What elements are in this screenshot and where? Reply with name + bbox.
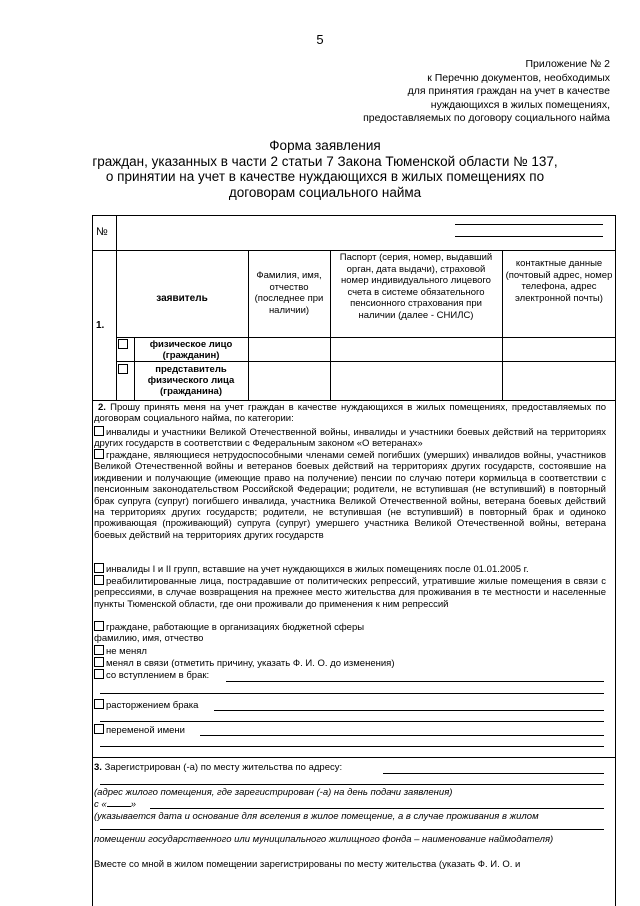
category-1	[94, 426, 606, 450]
basis-input-line[interactable]	[100, 829, 604, 830]
divider	[116, 215, 117, 400]
since-mid: »	[130, 799, 136, 810]
checkbox-category-2[interactable]	[94, 449, 104, 459]
checkbox-divorce[interactable]	[94, 699, 104, 709]
section3-registration	[94, 762, 606, 773]
divorce-input-line[interactable]	[214, 710, 604, 711]
option-not-changed-text: не менял	[106, 646, 147, 657]
checkbox-marriage[interactable]	[94, 669, 104, 679]
marriage-input-line[interactable]	[226, 681, 604, 682]
divider	[116, 337, 616, 338]
checkbox-representative[interactable]	[118, 364, 128, 374]
category-5-text: граждане, работающие в организациях бюджетной сферы	[106, 622, 365, 633]
co-residents-text: Вместе со мной в жилом помещении зарегистрированы по месту жительства (указать Ф. И. О. и	[94, 859, 521, 870]
name-change-input-line[interactable]	[100, 746, 604, 747]
checkbox-category-5[interactable]	[94, 621, 104, 631]
annex-line: предоставляемых по договору социального найма	[363, 112, 610, 124]
option-divorce-text: расторжением брака	[106, 700, 199, 711]
category-4	[94, 575, 606, 610]
col-contacts-header: контактные данные (почтовый адрес, номер телефона, адрес электронной почты)	[505, 258, 613, 304]
annex-line: Приложение № 2	[525, 58, 610, 70]
category-3	[94, 563, 606, 575]
annex-line: для принятия граждан на учет в качестве	[407, 85, 610, 97]
annex-line: к Перечню документов, необходимых	[427, 71, 610, 84]
divider	[248, 250, 249, 400]
divider	[502, 250, 503, 400]
option-changed	[94, 657, 606, 669]
divider	[92, 757, 616, 758]
address-input-line[interactable]	[383, 773, 604, 774]
col-fio-header: Фамилия, имя, отчество (последнее при наличии)	[254, 270, 324, 316]
since-day-input[interactable]	[107, 798, 131, 807]
divider	[92, 250, 616, 251]
category-4-text: реабилитированные лица, пострадавшие от политических репрессий, утратившие жилые помещения в связи с репрессиями, в случае возвращения на прежнее место жительства для проживания в те местности и населенные пункты Тюменской области, где они проживали до применения к ним репрессий	[94, 576, 606, 610]
checkbox-category-4[interactable]	[94, 575, 104, 585]
section2-number: 2.	[98, 402, 106, 413]
category-1-text: инвалиды и участники Великой Отечественной войны, инвалиды и участники боевых действий на территориях других государств в соответствии с Федеральным законом «О ветеранах»	[94, 427, 606, 450]
divider	[330, 250, 331, 400]
option-marriage-text: со вступлением в брак:	[106, 670, 210, 681]
checkbox-category-3[interactable]	[94, 563, 104, 573]
name-change-label: фамилию, имя, отчество	[94, 633, 204, 644]
checkbox-name-change[interactable]	[94, 724, 104, 734]
section3-number: 3.	[94, 762, 102, 773]
section2-intro-text: Прошу принять меня на учет граждан в качестве нуждающихся в жилых помещениях, предоставляемых по договорам социального найма, по категории:	[94, 402, 607, 425]
col-passport-header: Паспорт (серия, номер, выдавший орган, дата выдачи), страховой номер индивидуального лицевого счета в системе обязательного пенсионного страхования при наличии (далее - СНИЛС)	[339, 252, 493, 321]
section3-text: Зарегистрирован (-а) по месту жительства по адресу:	[104, 762, 343, 773]
category-2	[94, 449, 606, 541]
option-not-changed	[94, 645, 606, 657]
checkbox-individual[interactable]	[118, 339, 128, 349]
page-number: 5	[316, 32, 324, 47]
since-prefix: с «	[94, 799, 107, 810]
annex-header	[363, 58, 610, 126]
since-input-line[interactable]	[150, 808, 604, 809]
option-marriage	[94, 669, 606, 681]
row-number-label: №	[96, 226, 108, 238]
divorce-input-line[interactable]	[100, 721, 604, 722]
name-change-input-line[interactable]	[200, 735, 604, 736]
title-line: договорам социального найма	[228, 184, 422, 200]
category-2-text: граждане, являющиеся нетрудоспособными членами семей погибших (умерших) инвалидов войны, участников Великой Отечественной войны и ветеранов боевых действий на территориях других государств, состоявшие на иждивении и получающие (имеющие право на получение) пенсии по случаю потери кормильца в соответствии с пенсионным законодательством Российской Федерации; родители, не вступившая (не вступивший) в повторный брак супруга (супруг) погибшего инвалида, участника Великой Отечественной войны, ветерана боевых действий на территориях других государств; родители, не вступившая (не вступивший) в повторный брак и одиноко проживающая (проживающий) супруга (супруг) умершего участника Великой Отечественной войны, ветерана боевых действий на территориях других государств	[94, 450, 606, 541]
option-individual: физическое лицо (гражданин)	[149, 339, 233, 361]
landlord-note: помещении государственного или муниципального жилищного фонда – наименование наймодателя)	[94, 834, 554, 845]
section2-intro	[94, 402, 606, 425]
option-representative: представитель физического лица (гражданина)	[147, 364, 235, 397]
form-title	[90, 138, 560, 200]
applicant-label: заявитель	[156, 293, 208, 304]
title-line: о принятии на учет в качестве нуждающихся в жилых помещениях по	[105, 169, 545, 184]
address-input-line[interactable]	[100, 784, 604, 785]
checkbox-category-1[interactable]	[94, 426, 104, 436]
category-5	[94, 621, 606, 633]
checkbox-changed[interactable]	[94, 657, 104, 667]
basis-note: (указывается дата и основание для вселения в жилое помещение, а в случае проживания в жилом	[94, 811, 539, 822]
title-line: граждан, указанных в части 2 статьи 7 Закона Тюменской области № 137,	[92, 153, 558, 169]
marriage-input-line[interactable]	[100, 693, 604, 694]
address-note: (адрес жилого помещения, где зарегистрирован (-а) на день подачи заявления)	[94, 787, 453, 798]
annex-line: нуждающихся в жилых помещениях,	[430, 98, 610, 111]
number-line	[455, 236, 603, 237]
row1-number: 1.	[96, 320, 105, 331]
checkbox-not-changed[interactable]	[94, 645, 104, 655]
number-line	[455, 224, 603, 225]
option-name-change-text: переменой имени	[106, 725, 185, 736]
divider	[116, 361, 616, 362]
divider	[134, 337, 135, 400]
category-3-text: инвалиды I и II групп, вставшие на учет нуждающихся в жилых помещениях после 01.01.2005 г.	[106, 564, 529, 575]
option-changed-text: менял в связи (отметить причину, указать Ф. И. О. до изменения)	[106, 658, 395, 669]
divider	[92, 400, 616, 401]
title-line: Форма заявления	[269, 138, 381, 153]
